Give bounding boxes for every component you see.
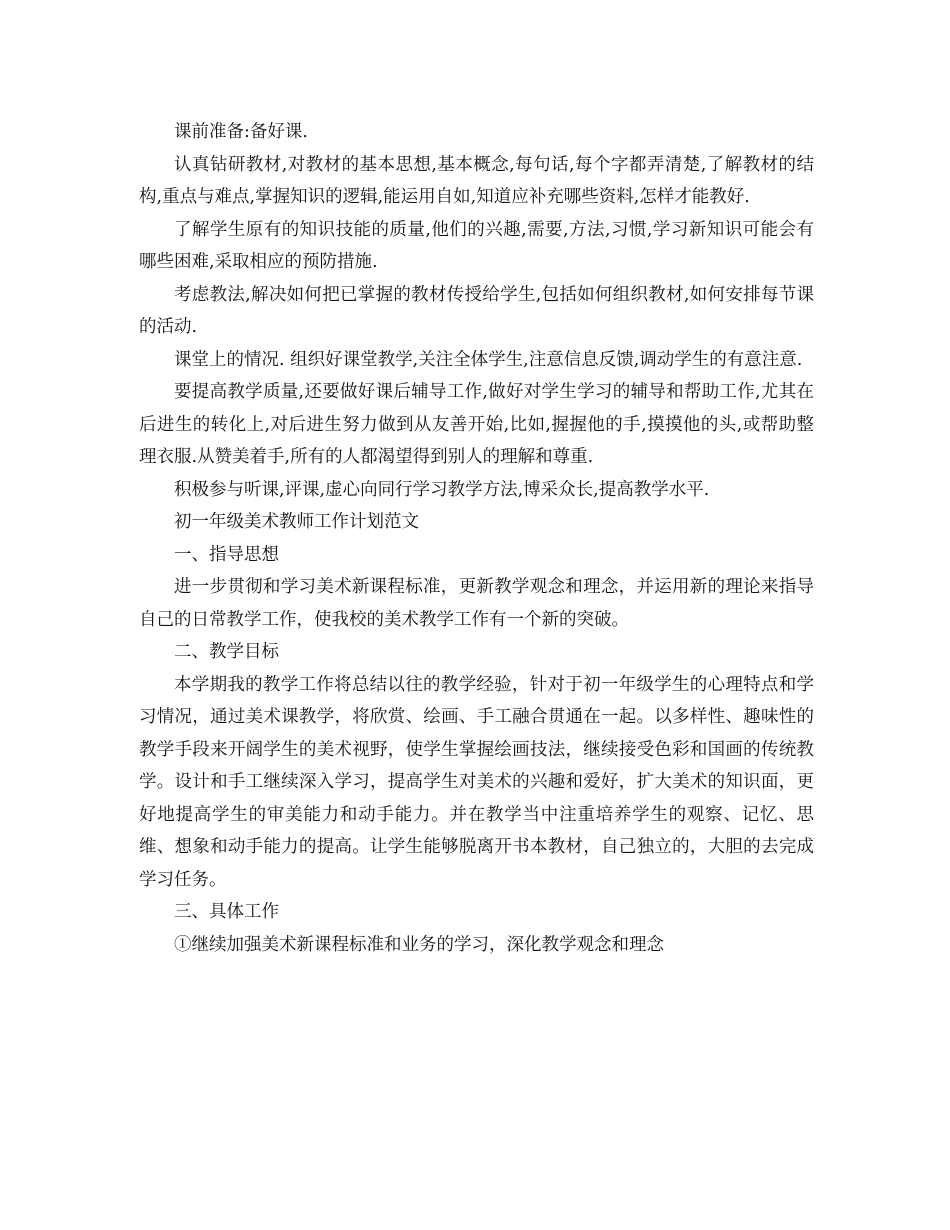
paragraph-teaching-methods: 考虑教法,解决如何把已掌握的教材传授给学生,包括如何组织教材,如何安排每节课的活动. <box>139 284 814 337</box>
paragraph-study-materials: 认真钻研教材,对教材的基本思想,基本概念,每句话,每个字都弄清楚,了解教材的结构,重点与难点,掌握知识的逻辑,能运用自如,知道应补充哪些资料,怎样才能教好. <box>139 154 814 207</box>
heading-specific-work: 三、具体工作 <box>174 902 279 922</box>
paragraph-after-class-tutoring: 要提高教学质量,还要做好课后辅导工作,做好对学生学习的辅导和帮助工作,尤其在后进生的转化上,对后进生努力做到从友善开始,比如,握握他的手,摸摸他的头,或帮助整理衣服.从赞美着手,所有的人都渴望得到别人的理解和尊重. <box>139 382 814 467</box>
heading-teaching-goals: 二、教学目标 <box>174 642 279 662</box>
paragraph-guiding-ideology: 进一步贯彻和学习美术新课程标准，更新教学观念和理念，并运用新的理论来指导自己的日常教学工作，使我校的美术教学工作有一个新的突破。 <box>139 577 814 630</box>
section-title: 初一年级美术教师工作计划范文 <box>174 512 419 532</box>
heading-guiding-ideology: 一、指导思想 <box>174 544 279 565</box>
paragraph-understand-students: 了解学生原有的知识技能的质量,他们的兴趣,需要,方法,习惯,学习新知识可能会有哪些困难,采取相应的预防措施. <box>139 219 814 272</box>
paragraph-specific-work-item-1: ①继续加强美术新课程标准和业务的学习，深化教学观念和理念 <box>174 934 664 955</box>
paragraph-lesson-prep: 课前准备:备好课. <box>174 122 308 142</box>
paragraph-teaching-goals: 本学期我的教学工作将总结以往的教学经验，针对于初一年级学生的心理特点和学习情况，通过美术课教学，将欣赏、绘画、手工融合贯通在一起。以多样性、趣味性的教学手段来开阔学生的美术视野，使学生掌握绘画技法，继续接受色彩和国画的传统教学。设计和手工继续深入学习，提高学生对美术的兴趣和爱好，扩大美术的知识面，更好地提高学生的审美能力和动手能力。并在教学当中注重培养学生的观察、记忆、思维、想象和动手能力的提高。让学生能够脱离开书本教材，自己独立的，大胆的去完成学习任务。 <box>139 674 814 890</box>
document-body <box>139 116 814 961</box>
paragraph-classroom: 课堂上的情况. 组织好课堂教学,关注全体学生,注意信息反馈,调动学生的有意注意. <box>174 349 803 370</box>
paragraph-observe-lessons: 积极参与听课,评课,虚心向同行学习教学方法,博采众长,提高教学水平. <box>174 479 710 500</box>
